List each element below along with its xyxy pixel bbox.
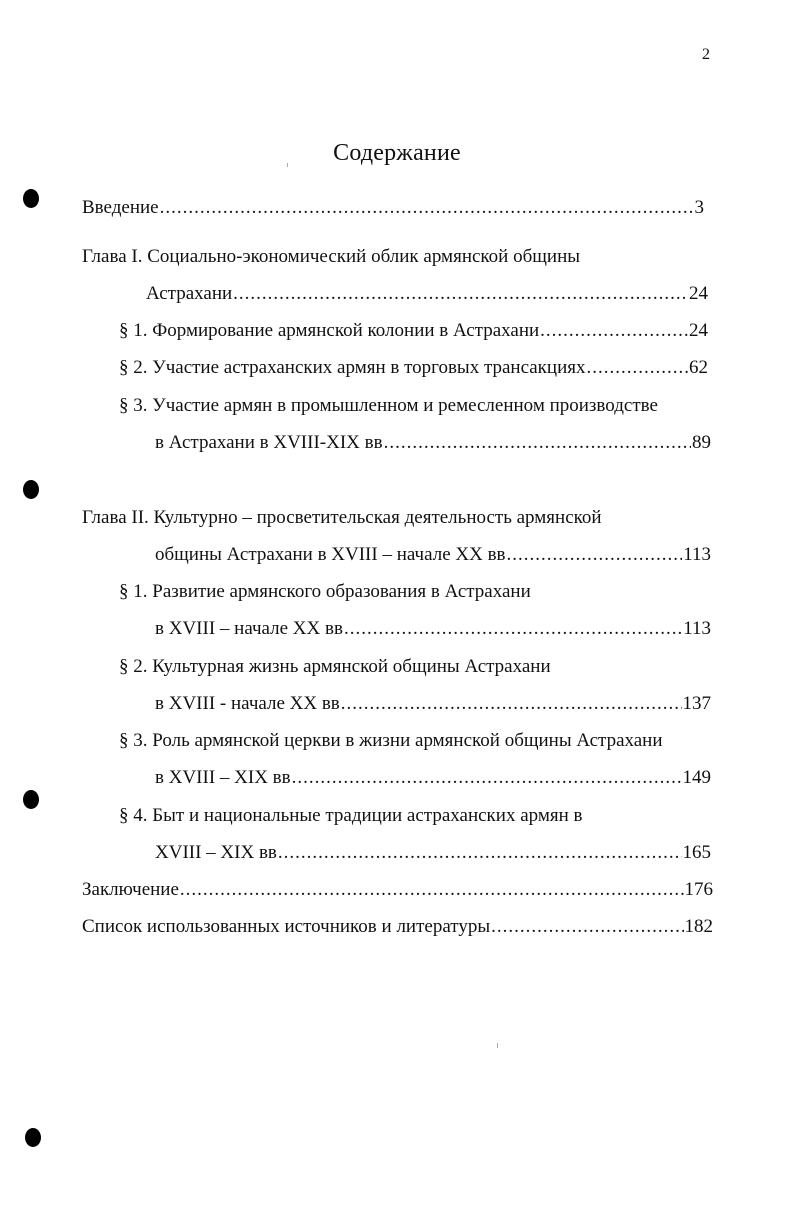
punch-hole — [25, 1128, 41, 1147]
leader-dots — [491, 915, 683, 939]
toc-entry-label: Введение — [82, 197, 159, 218]
toc-entry-label: § 1. Формирование армянской колонии в Астрахани — [119, 320, 540, 341]
toc-entry-2-4-cont[interactable] — [155, 841, 711, 865]
toc-entry-chapter-2-cont[interactable] — [155, 543, 711, 567]
toc-entry-label: в XVIII - начале XX вв — [155, 693, 340, 714]
toc-page-number: 62 — [689, 357, 708, 378]
toc-page-number: 165 — [682, 842, 711, 863]
toc-page-number: 3 — [694, 197, 704, 218]
leader-dots — [180, 878, 684, 902]
leader-dots — [292, 766, 682, 790]
punch-hole — [23, 790, 39, 809]
leader-dots — [384, 431, 691, 455]
leader-dots — [507, 543, 683, 567]
toc-entry-2-3[interactable]: § 3. Роль армянской церкви в жизни армянской общины Астрахани — [119, 730, 663, 751]
toc-entry-label: в XVIII – начале XX вв — [155, 618, 343, 639]
leader-dots — [160, 196, 694, 220]
toc-entry-1-2[interactable] — [119, 356, 708, 380]
toc-entry-introduction[interactable] — [82, 196, 704, 220]
toc-entry-label: в XVIII – XIX вв — [155, 767, 291, 788]
toc-entry-2-3-cont[interactable] — [155, 766, 711, 790]
toc-page-number: 176 — [684, 879, 713, 900]
toc-entry-2-2-cont[interactable] — [155, 692, 711, 716]
punch-hole — [23, 480, 39, 499]
toc-entry-label: Астрахани — [146, 283, 233, 304]
toc-page-number: 137 — [682, 693, 711, 714]
toc-entry-label: § 2. Участие астраханских армян в торговых трансакциях — [119, 357, 586, 378]
toc-title: Содержание — [333, 140, 461, 166]
toc-entry-chapter-2[interactable]: Глава II. Культурно – просветительская деятельность армянской — [82, 507, 602, 528]
leader-dots — [278, 841, 682, 865]
page-number: 2 — [702, 46, 710, 63]
toc-entry-chapter-1-cont[interactable] — [146, 282, 708, 306]
leader-dots — [233, 282, 688, 306]
toc-entry-2-4[interactable]: § 4. Быт и национальные традиции астраханских армян в — [119, 805, 583, 826]
toc-entry-conclusion[interactable] — [82, 878, 713, 902]
toc-page-number: 24 — [689, 320, 708, 341]
scan-speck — [497, 1043, 498, 1048]
leader-dots — [344, 617, 682, 641]
toc-entry-2-1[interactable]: § 1. Развитие армянского образования в Астрахани — [119, 581, 531, 602]
toc-entry-label: в Астрахани в XVIII-XIX вв — [155, 432, 383, 453]
toc-entry-chapter-1[interactable]: Глава I. Социально-экономический облик армянской общины — [82, 246, 580, 267]
toc-page-number: 113 — [683, 544, 711, 565]
toc-page-number: 182 — [684, 916, 713, 937]
leader-dots — [587, 356, 689, 380]
toc-entry-label: Заключение — [82, 879, 179, 900]
toc-page-number: 149 — [682, 767, 711, 788]
toc-entry-1-1[interactable] — [119, 319, 708, 343]
toc-entry-1-3-cont[interactable] — [155, 431, 711, 455]
toc-entry-label: Список использованных источников и литературы — [82, 916, 491, 937]
toc-entry-label: XVIII – XIX вв — [155, 842, 277, 863]
toc-page-number: 89 — [692, 432, 711, 453]
toc-entry-2-1-cont[interactable] — [155, 617, 711, 641]
toc-page-number: 24 — [689, 283, 708, 304]
punch-hole — [23, 189, 39, 208]
toc-entry-label: общины Астрахани в XVIII – начале XX вв — [155, 544, 506, 565]
leader-dots — [341, 692, 682, 716]
toc-entry-2-2[interactable]: § 2. Культурная жизнь армянской общины Астрахани — [119, 656, 551, 677]
toc-entry-1-3[interactable]: § 3. Участие армян в промышленном и ремесленном производстве — [119, 395, 658, 416]
toc-entry-sources[interactable] — [82, 915, 713, 939]
leader-dots — [540, 319, 688, 343]
toc-page-number: 113 — [683, 618, 711, 639]
